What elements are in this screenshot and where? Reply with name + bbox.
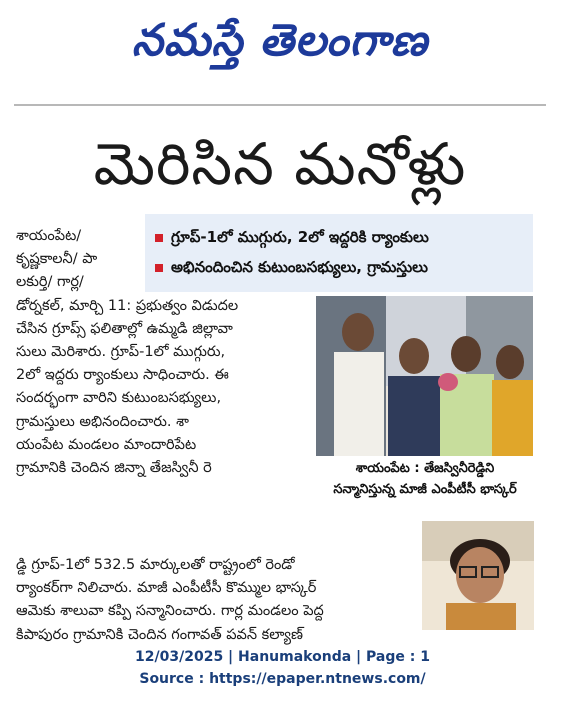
body-line: శాయంపేట/ [16,228,82,244]
source-footer [0,646,565,690]
caption-line: శాయంపేట : తేజస్వినీరెడ్డిని [355,461,495,476]
article-body-column [16,225,312,480]
body-line: ర్యాంకర్‌గా నిలిచారు. మాజీ ఎంపీటీసీ కొమ్ముల భాస్కర్ [16,580,317,597]
body-line: గ్రామస్తులు అభినందించారు. శా [16,413,189,430]
article-body-bottom [16,554,416,647]
body-line: యంపేట మండలం మాందారిపేట [16,436,197,453]
body-line: లకుర్తి/ గార్ల/ [16,274,84,291]
body-line: 2లో ఇద్దరు ర్యాంకులు సాధించారు. ఈ [16,367,229,384]
masthead-divider [14,104,546,106]
body-line: సందర్భంగా వారిని కుటుంబసభ్యులు, [16,390,222,407]
article-headline: మెరిసిన మనోళ్లు [93,130,467,198]
body-line: ఆమెకు శాలువా కప్పి సన్మానించారు. గార్ల మండలం పెద్ద [16,603,324,620]
body-line: కిపాపురం గ్రామానికి చెందిన గంగావత్ పవన్ కల్యాణ్ [16,626,303,643]
footer-date-line: 12/03/2025 | Hanumakonda | Page : 1 [135,649,430,665]
portrait-photo [422,521,534,630]
footer-source-link[interactable]: Source : https://epaper.ntnews.com/ [139,671,426,687]
body-line: సులు మెరిశారు. గ్రూప్-1లో ముగ్గురు, [16,343,226,360]
body-line: కృష్ణకాలనీ/ పా [16,251,98,268]
body-line: డ్డి గ్రూప్-1లో 532.5 మార్కులతో రాష్ట్రంలో రెండో [16,557,295,573]
newspaper-masthead: నమస్తే తెలంగాణ [131,15,429,66]
body-line: డోర్నకల్, మార్చి 11: ప్రభుత్వం విడుదల [16,297,239,314]
body-line: చేసిన గ్రూప్స్ ఫలితాల్లో ఉమ్మడి జిల్లావా [16,320,233,337]
caption-line: సన్మానిస్తున్న మాజీ ఎంపీటీసీ భాస్కర్ [333,482,517,497]
photo-caption [314,458,536,500]
body-line: గ్రామానికి చెందిన జిన్నా తేజస్వినీ రె [16,459,212,476]
highlight-text: అభినందించిన కుటుంబసభ్యులు, గ్రామస్తులు [171,258,428,276]
highlight-text: గ్రూప్-1లో ముగ్గురు, 2లో ఇద్దరికి ర్యాంకులు [171,228,429,246]
news-photo [316,296,533,456]
